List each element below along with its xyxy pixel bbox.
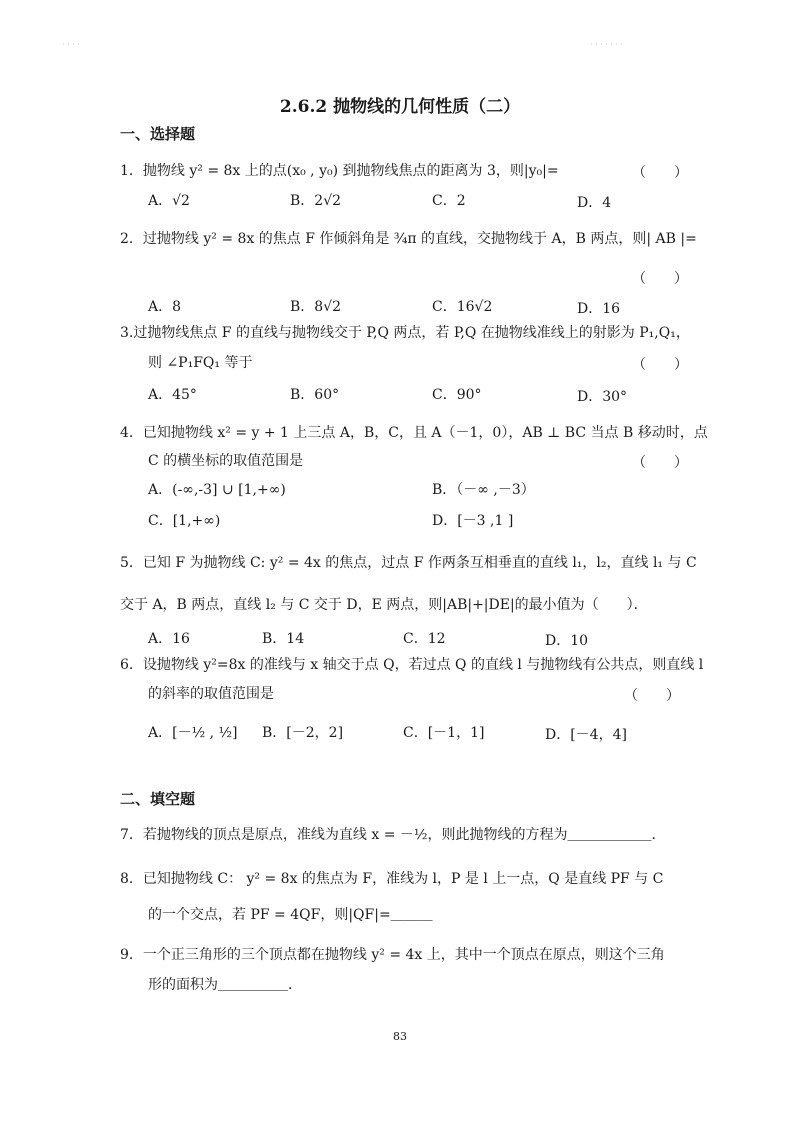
question-4-answer-bracket: （ ） — [632, 455, 688, 471]
question-2-option-a: A．8 — [148, 299, 182, 315]
question-5-option-a: A．16 — [148, 631, 190, 647]
question-3-option-a: A．45° — [148, 387, 197, 403]
question-5-stem: 5．已知 F 为抛物线 C: y² = 4x 的焦点，过点 F 作两条互相垂直的直线 l₁，l₂，直线 l₁ 与 C — [120, 555, 697, 571]
scan-mark-right: · · · · · · · — [590, 40, 624, 49]
question-3-option-b: B．60° — [290, 387, 340, 403]
question-2-answer-bracket: （ ） — [632, 271, 688, 287]
question-3-stem: 3.过抛物线焦点 F 的直线与抛物线交于 P,Q 两点，若 P,Q 在抛物线准线上的射影为 P₁,Q₁， — [120, 325, 690, 341]
question-2-stem: 2．过抛物线 y² = 8x 的焦点 F 作倾斜角是 ¾π 的直线，交抛物线于 A，B 两点，则| AB |= — [120, 231, 697, 247]
question-2-option-b: B．8√2 — [290, 299, 342, 315]
question-5-option-b: B．14 — [262, 631, 305, 647]
question-5-option-c: C．12 — [403, 631, 446, 647]
question-4-stem: 4．已知抛物线 x² = y + 1 上三点 A，B，C，且 A（－1，0），AB ⊥ BC 当点 B 移动时，点 — [120, 425, 708, 441]
section-heading-choice: 一、选择题 — [120, 125, 196, 143]
question-6-stem-cont: 的斜率的取值范围是 — [148, 686, 274, 702]
question-8-stem-cont: 的一个交点，若 PF = 4QF，则|QF|=＿＿＿ — [148, 907, 433, 923]
question-3-option-c: C．90° — [432, 387, 482, 403]
question-8-stem: 8．已知抛物线 C： y² = 8x 的焦点为 F，准线为 l，P 是 l 上一点，Q 是直线 PF 与 C — [120, 871, 664, 887]
question-6-option-c: C．[－1，1] — [403, 725, 485, 741]
question-3-answer-bracket: （ ） — [632, 357, 688, 373]
question-4-option-b: B．（－∞ ,－3） — [432, 482, 535, 498]
question-1-option-a: A．√2 — [148, 193, 190, 209]
scan-mark-left: · · · · — [62, 40, 80, 49]
question-6-option-b: B．[－2，2] — [262, 725, 344, 741]
page-number: 83 — [393, 1030, 407, 1043]
section-heading-fill: 二、填空题 — [120, 790, 196, 808]
question-6-answer-bracket: （ ） — [624, 688, 680, 704]
question-9-stem-cont: 形的面积为＿＿＿＿＿． — [148, 977, 302, 993]
question-3-option-d: D．30° — [577, 389, 628, 405]
question-4-option-d: D．[－3 ,1 ] — [432, 513, 514, 529]
question-7-stem: 7．若抛物线的顶点是原点，准线为直线 x = －½，则此抛物线的方程为＿＿＿＿＿＿． — [120, 827, 666, 843]
question-6-option-a: A．[－½ , ½] — [148, 725, 238, 741]
question-1-option-b: B．2√2 — [290, 193, 342, 209]
question-1-option-c: C．2 — [432, 193, 466, 209]
question-4-option-a: A．(-∞,-3] ∪ [1,+∞) — [148, 482, 286, 498]
question-1-answer-bracket: （ ） — [632, 165, 688, 181]
question-6-stem: 6．设抛物线 y²=8x 的准线与 x 轴交于点 Q，若过点 Q 的直线 l 与抛物线有公共点，则直线 l — [120, 657, 704, 673]
question-3-stem-cont: 则 ∠P₁FQ₁ 等于 — [148, 355, 253, 371]
question-2-option-c: C．16√2 — [432, 299, 493, 315]
question-1-stem: 1．抛物线 y² = 8x 上的点(x₀ , y₀) 到抛物线焦点的距离为 3，则|y₀|= — [120, 163, 559, 179]
page-title: 2.6.2 抛物线的几何性质（二） — [279, 97, 521, 117]
question-5-stem-cont: 交于 A，B 两点，直线 l₂ 与 C 交于 D，E 两点，则|AB|+|DE|的最小值为（ ）． — [120, 597, 648, 613]
question-9-stem: 9．一个正三角形的三个顶点都在抛物线 y² = 4x 上，其中一个顶点在原点，则这个三角 — [120, 947, 665, 963]
question-4-option-c: C．[1,+∞) — [148, 513, 221, 529]
question-5-option-d: D．10 — [545, 633, 589, 649]
question-1-option-d: D．4 — [577, 195, 612, 211]
question-6-option-d: D．[－4，4] — [545, 727, 627, 743]
question-4-stem-cont: C 的横坐标的取值范围是 — [148, 453, 304, 469]
question-2-option-d: D．16 — [577, 301, 621, 317]
